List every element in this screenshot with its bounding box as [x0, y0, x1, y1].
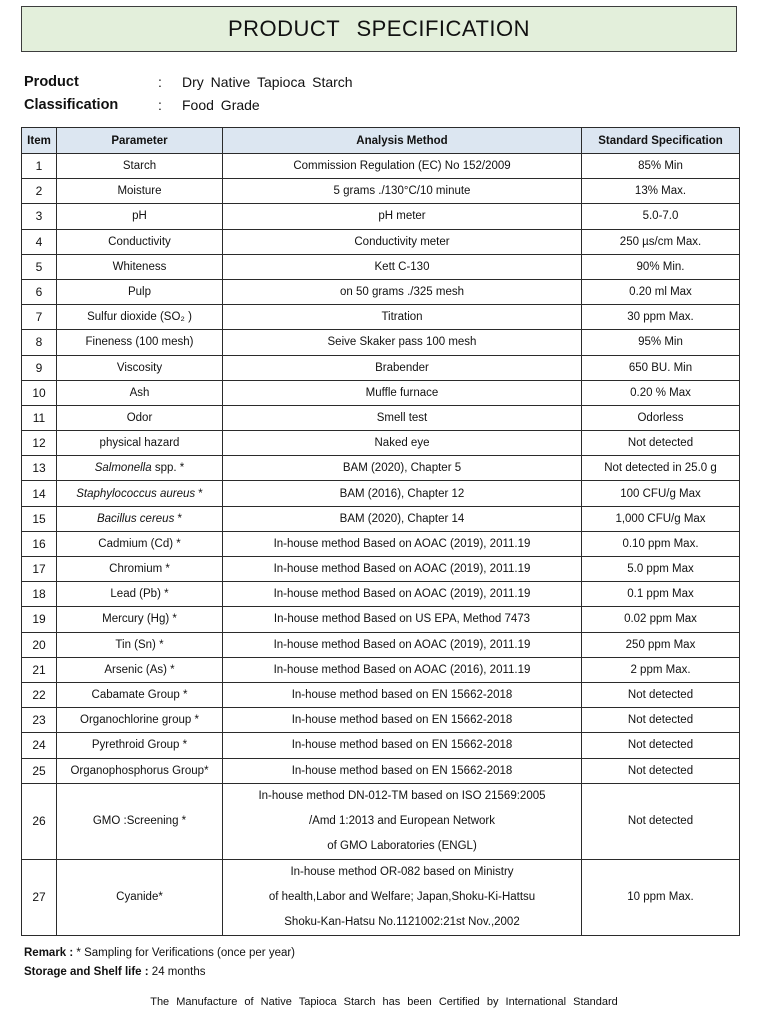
parameter-cell — [57, 859, 223, 935]
analysis-method-line: of health,Labor and Welfare; Japan,Shoku-Ki-Hattsu — [268, 890, 536, 903]
standard-specification: Not detected — [582, 783, 740, 859]
table-row — [22, 179, 740, 204]
table-row — [22, 708, 740, 733]
parameter-name: Cyanide* — [116, 891, 163, 904]
table-row — [22, 682, 740, 707]
standard-specification: Not detected — [582, 682, 740, 707]
storage-label: Storage and Shelf life : — [24, 966, 149, 978]
parameter-name: Staphylococcus aureus — [76, 487, 196, 500]
parameter-name: Organochlorine group * — [80, 714, 199, 727]
classification-row — [24, 93, 524, 116]
analysis-method: pH meter — [223, 204, 582, 229]
remark-line — [24, 944, 295, 963]
standard-specification: 95% Min — [582, 330, 740, 355]
analysis-method: In-house method based on EN 15662-2018 — [223, 733, 582, 758]
parameter-name: Arsenic (As) * — [104, 663, 175, 676]
item-number: 19 — [22, 607, 57, 632]
table-row — [22, 154, 740, 179]
item-number: 10 — [22, 380, 57, 405]
parameter-name: Sulfur dioxide (SO₂ ) — [87, 311, 192, 324]
item-number: 21 — [22, 657, 57, 682]
standard-specification: Not detected — [582, 431, 740, 456]
parameter-cell — [57, 179, 223, 204]
analysis-method: 5 grams ./130°C/10 minute — [223, 179, 582, 204]
analysis-method: In-house method based on EN 15662-2018 — [223, 682, 582, 707]
analysis-method: Muffle furnace — [223, 380, 582, 405]
parameter-name: Pulp — [127, 286, 152, 299]
classification-value: Food Grade — [182, 96, 260, 113]
analysis-method: Naked eye — [223, 431, 582, 456]
table-row — [22, 758, 740, 783]
standard-specification: 5.0-7.0 — [582, 204, 740, 229]
parameter-cell — [57, 405, 223, 430]
item-number: 5 — [22, 254, 57, 279]
parameter-cell — [57, 380, 223, 405]
table-row — [22, 279, 740, 304]
analysis-method: on 50 grams ./325 mesh — [223, 279, 582, 304]
analysis-method: Conductivity meter — [223, 229, 582, 254]
parameter-cell — [57, 330, 223, 355]
table-row — [22, 582, 740, 607]
product-colon: : — [158, 73, 162, 90]
table-row — [22, 229, 740, 254]
specification-table — [21, 127, 740, 936]
parameter-name: Cabamate Group * — [91, 689, 188, 702]
table-row — [22, 783, 740, 859]
table-row — [22, 657, 740, 682]
standard-specification: 10 ppm Max. — [582, 859, 740, 935]
analysis-method: In-house method Based on AOAC (2019), 2011.19 — [223, 557, 582, 582]
table-row — [22, 431, 740, 456]
parameter-cell — [57, 431, 223, 456]
item-number: 8 — [22, 330, 57, 355]
item-number: 1 — [22, 154, 57, 179]
standard-specification: 250 µs/cm Max. — [582, 229, 740, 254]
standard-specification: 90% Min. — [582, 254, 740, 279]
standard-specification: Odorless — [582, 405, 740, 430]
standard-specification: 0.1 ppm Max — [582, 582, 740, 607]
table-row — [22, 481, 740, 506]
standard-specification: 0.10 ppm Max. — [582, 531, 740, 556]
remarks — [24, 944, 295, 982]
parameter-name: Viscosity — [116, 361, 163, 374]
analysis-method: In-house method based on EN 15662-2018 — [223, 758, 582, 783]
parameter-name: Moisture — [117, 185, 162, 198]
parameter-name: Cadmium (Cd) * — [98, 537, 181, 550]
table-row — [22, 859, 740, 935]
product-value: Dry Native Tapioca Starch — [182, 73, 353, 90]
header-standard-specification: Standard Specification — [582, 128, 740, 154]
analysis-method: In-house method Based on AOAC (2019), 2011.19 — [223, 531, 582, 556]
table-row — [22, 733, 740, 758]
parameter-name: Conductivity — [108, 235, 171, 248]
parameter-cell — [57, 582, 223, 607]
table-row — [22, 405, 740, 430]
table-row — [22, 204, 740, 229]
item-number: 13 — [22, 456, 57, 481]
item-number: 7 — [22, 305, 57, 330]
parameter-name: Starch — [122, 160, 157, 173]
analysis-method: Brabender — [223, 355, 582, 380]
analysis-method-line: of GMO Laboratories (ENGL) — [327, 839, 477, 852]
parameter-name: Salmonella — [94, 462, 152, 475]
item-number: 3 — [22, 204, 57, 229]
parameter-cell — [57, 229, 223, 254]
parameter-name: GMO :Screening * — [92, 815, 187, 828]
page-title: PRODUCT SPECIFICATION — [21, 6, 737, 52]
parameter-name: Lead (Pb) * — [110, 588, 169, 601]
analysis-method: Smell test — [223, 405, 582, 430]
standard-specification: Not detected — [582, 733, 740, 758]
standard-specification: 1,000 CFU/g Max — [582, 506, 740, 531]
parameter-suffix: spp. * — [151, 462, 185, 475]
parameter-cell — [57, 783, 223, 859]
item-number: 14 — [22, 481, 57, 506]
parameter-cell — [57, 531, 223, 556]
analysis-method-line: Shoku-Kan-Hatsu No.1121002:21st Nov.,2002 — [284, 915, 520, 928]
item-number: 25 — [22, 758, 57, 783]
table-row — [22, 506, 740, 531]
parameter-cell — [57, 632, 223, 657]
analysis-method-line: In-house method DN-012-TM based on ISO 21569:2005 — [258, 789, 546, 802]
item-number: 18 — [22, 582, 57, 607]
standard-specification: 100 CFU/g Max — [582, 481, 740, 506]
item-number: 6 — [22, 279, 57, 304]
analysis-method: In-house method based on EN 15662-2018 — [223, 708, 582, 733]
product-info — [24, 70, 524, 116]
standard-specification: Not detected in 25.0 g — [582, 456, 740, 481]
standard-specification: 0.20 % Max — [582, 380, 740, 405]
product-row — [24, 70, 524, 93]
table-body — [22, 154, 740, 936]
item-number: 11 — [22, 405, 57, 430]
standard-specification: Not detected — [582, 758, 740, 783]
standard-specification: Not detected — [582, 708, 740, 733]
parameter-cell — [57, 506, 223, 531]
item-number: 22 — [22, 682, 57, 707]
table-row — [22, 557, 740, 582]
item-number: 24 — [22, 733, 57, 758]
standard-specification: 250 ppm Max — [582, 632, 740, 657]
analysis-method: In-house method Based on AOAC (2019), 2011.19 — [223, 632, 582, 657]
classification-colon: : — [158, 96, 162, 113]
item-number: 26 — [22, 783, 57, 859]
item-number: 17 — [22, 557, 57, 582]
analysis-method: BAM (2020), Chapter 14 — [223, 506, 582, 531]
parameter-name: Organophosphorus Group* — [70, 764, 209, 777]
item-number: 23 — [22, 708, 57, 733]
parameter-name: Tin (Sn) * — [115, 638, 164, 651]
header-parameter: Parameter — [57, 128, 223, 154]
parameter-name: Whiteness — [112, 260, 167, 273]
item-number: 15 — [22, 506, 57, 531]
table-row — [22, 254, 740, 279]
parameter-cell — [57, 557, 223, 582]
standard-specification: 85% Min — [582, 154, 740, 179]
remark-text: * Sampling for Verifications (once per year) — [73, 947, 296, 959]
standard-specification: 30 ppm Max. — [582, 305, 740, 330]
analysis-method: In-house method Based on AOAC (2019), 2011.19 — [223, 582, 582, 607]
table-row — [22, 607, 740, 632]
table-row — [22, 531, 740, 556]
parameter-name: pH — [132, 210, 147, 223]
analysis-method: In-house method Based on AOAC (2016), 2011.19 — [223, 657, 582, 682]
analysis-method: BAM (2016), Chapter 12 — [223, 481, 582, 506]
analysis-method — [223, 859, 582, 935]
parameter-name: physical hazard — [99, 437, 180, 450]
product-label: Product — [24, 73, 79, 90]
table-row — [22, 305, 740, 330]
item-number: 16 — [22, 531, 57, 556]
parameter-cell — [57, 708, 223, 733]
table-row — [22, 355, 740, 380]
table-row — [22, 380, 740, 405]
analysis-method-line: /Amd 1:2013 and European Network — [308, 814, 496, 827]
standard-specification: 2 ppm Max. — [582, 657, 740, 682]
parameter-cell — [57, 254, 223, 279]
analysis-method: Commission Regulation (EC) No 152/2009 — [223, 154, 582, 179]
analysis-method: In-house method Based on US EPA, Method 7473 — [223, 607, 582, 632]
header-item: Item — [22, 128, 57, 154]
remark-label: Remark : — [24, 947, 74, 959]
item-number: 20 — [22, 632, 57, 657]
parameter-name: Bacillus cereus — [96, 512, 175, 525]
storage-line — [24, 963, 295, 982]
analysis-method — [223, 783, 582, 859]
analysis-method: BAM (2020), Chapter 5 — [223, 456, 582, 481]
parameter-cell — [57, 607, 223, 632]
table-row — [22, 456, 740, 481]
parameter-cell — [57, 657, 223, 682]
storage-text: 24 months — [148, 966, 206, 978]
standard-specification: 0.20 ml Max — [582, 279, 740, 304]
parameter-suffix: * — [174, 512, 182, 525]
table-row — [22, 632, 740, 657]
table-row — [22, 330, 740, 355]
parameter-name: Ash — [129, 386, 150, 399]
standard-specification: 0.02 ppm Max — [582, 607, 740, 632]
item-number: 12 — [22, 431, 57, 456]
parameter-cell — [57, 481, 223, 506]
parameter-suffix: * — [195, 487, 203, 500]
analysis-method: Titration — [223, 305, 582, 330]
standard-specification: 650 BU. Min — [582, 355, 740, 380]
parameter-name: Pyrethroid Group * — [91, 739, 188, 752]
parameter-cell — [57, 682, 223, 707]
parameter-cell — [57, 279, 223, 304]
parameter-name: Odor — [126, 411, 153, 424]
parameter-name: Chromium * — [109, 563, 170, 576]
analysis-method: Kett C-130 — [223, 254, 582, 279]
parameter-cell — [57, 733, 223, 758]
parameter-cell — [57, 204, 223, 229]
parameter-cell — [57, 154, 223, 179]
header-analysis-method: Analysis Method — [223, 128, 582, 154]
item-number: 27 — [22, 859, 57, 935]
parameter-cell — [57, 456, 223, 481]
classification-label: Classification — [24, 96, 119, 113]
parameter-name: Fineness (100 mesh) — [85, 336, 194, 349]
standard-specification: 13% Max. — [582, 179, 740, 204]
item-number: 9 — [22, 355, 57, 380]
parameter-cell — [57, 305, 223, 330]
item-number: 4 — [22, 229, 57, 254]
analysis-method: Seive Skaker pass 100 mesh — [223, 330, 582, 355]
analysis-method-line: In-house method OR-082 based on Ministry — [290, 865, 514, 878]
parameter-cell — [57, 355, 223, 380]
footer-statement: The Manufacture of Native Tapioca Starch has been Certified by International Standard — [150, 996, 618, 1008]
table-header-row — [22, 128, 740, 154]
parameter-cell — [57, 758, 223, 783]
standard-specification: 5.0 ppm Max — [582, 557, 740, 582]
item-number: 2 — [22, 179, 57, 204]
parameter-name: Mercury (Hg) * — [102, 613, 177, 626]
